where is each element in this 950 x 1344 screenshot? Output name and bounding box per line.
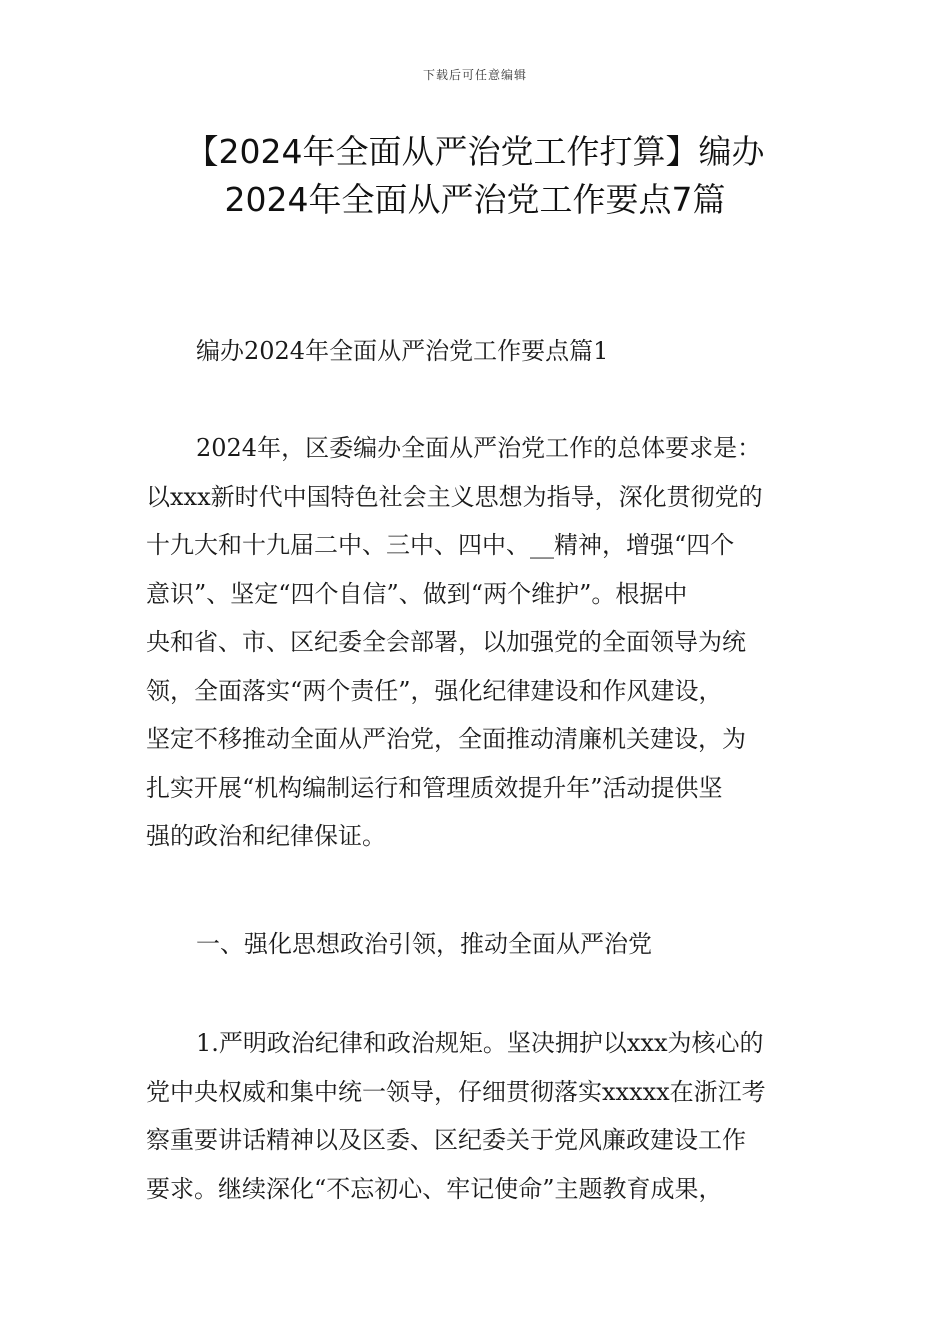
paragraph-line: 2024年，区委编办全面从严治党工作的总体要求是：: [196, 434, 762, 462]
paragraph-line: 坚定不移推动全面从严治党，全面推动清廉机关建设，为: [146, 725, 746, 753]
paragraph-line: 强的政治和纪律保证。: [146, 822, 386, 850]
header-note: 下载后可任意编辑: [422, 68, 527, 82]
paragraph-line: 以xxx新时代中国特色社会主义思想为指导，深化贯彻党的: [146, 482, 763, 511]
paragraph-2: [146, 1019, 810, 1213]
section-heading-1: [146, 327, 810, 376]
title-line-2: 2024年全面从严治党工作要点7篇: [224, 180, 726, 219]
paragraph-line: 要求。继续深化“不忘初心、牢记使命”主题教育成果，: [146, 1174, 723, 1203]
section-heading-text: 编办2024年全面从严治党工作要点篇1: [196, 337, 609, 365]
section-heading-text: 一、强化思想政治引领，推动全面从严治党: [196, 930, 652, 958]
document-title: [100, 128, 850, 224]
paragraph-line: 十九大和十九届二中、三中、四中、__精神，增强“四个: [146, 531, 735, 559]
paragraph-line: 央和省、市、区纪委全会部署，以加强党的全面领导为统: [146, 628, 746, 656]
paragraph-1: [146, 424, 810, 861]
title-line-1: 【2024年全面从严治党工作打算】编办: [185, 132, 765, 171]
paragraph-line: 1.严明政治纪律和政治规矩。坚决拥护以xxx为核心的: [196, 1029, 764, 1057]
paragraph-line: 察重要讲话精神以及区委、区纪委关于党风廉政建设工作: [146, 1126, 746, 1154]
paragraph-line: 党中央权威和集中统一领导，仔细贯彻落实xxxxx在浙江考: [146, 1077, 766, 1106]
paragraph-line: 领，全面落实“两个责任”，强化纪律建设和作风建设，: [146, 676, 723, 705]
paragraph-line: 扎实开展“机构编制运行和管理质效提升年”活动提供坚: [146, 773, 723, 802]
section-heading-2: [146, 920, 810, 969]
paragraph-line: 意识”、坚定“四个自信”、做到“两个维护”。根据中: [146, 579, 688, 608]
